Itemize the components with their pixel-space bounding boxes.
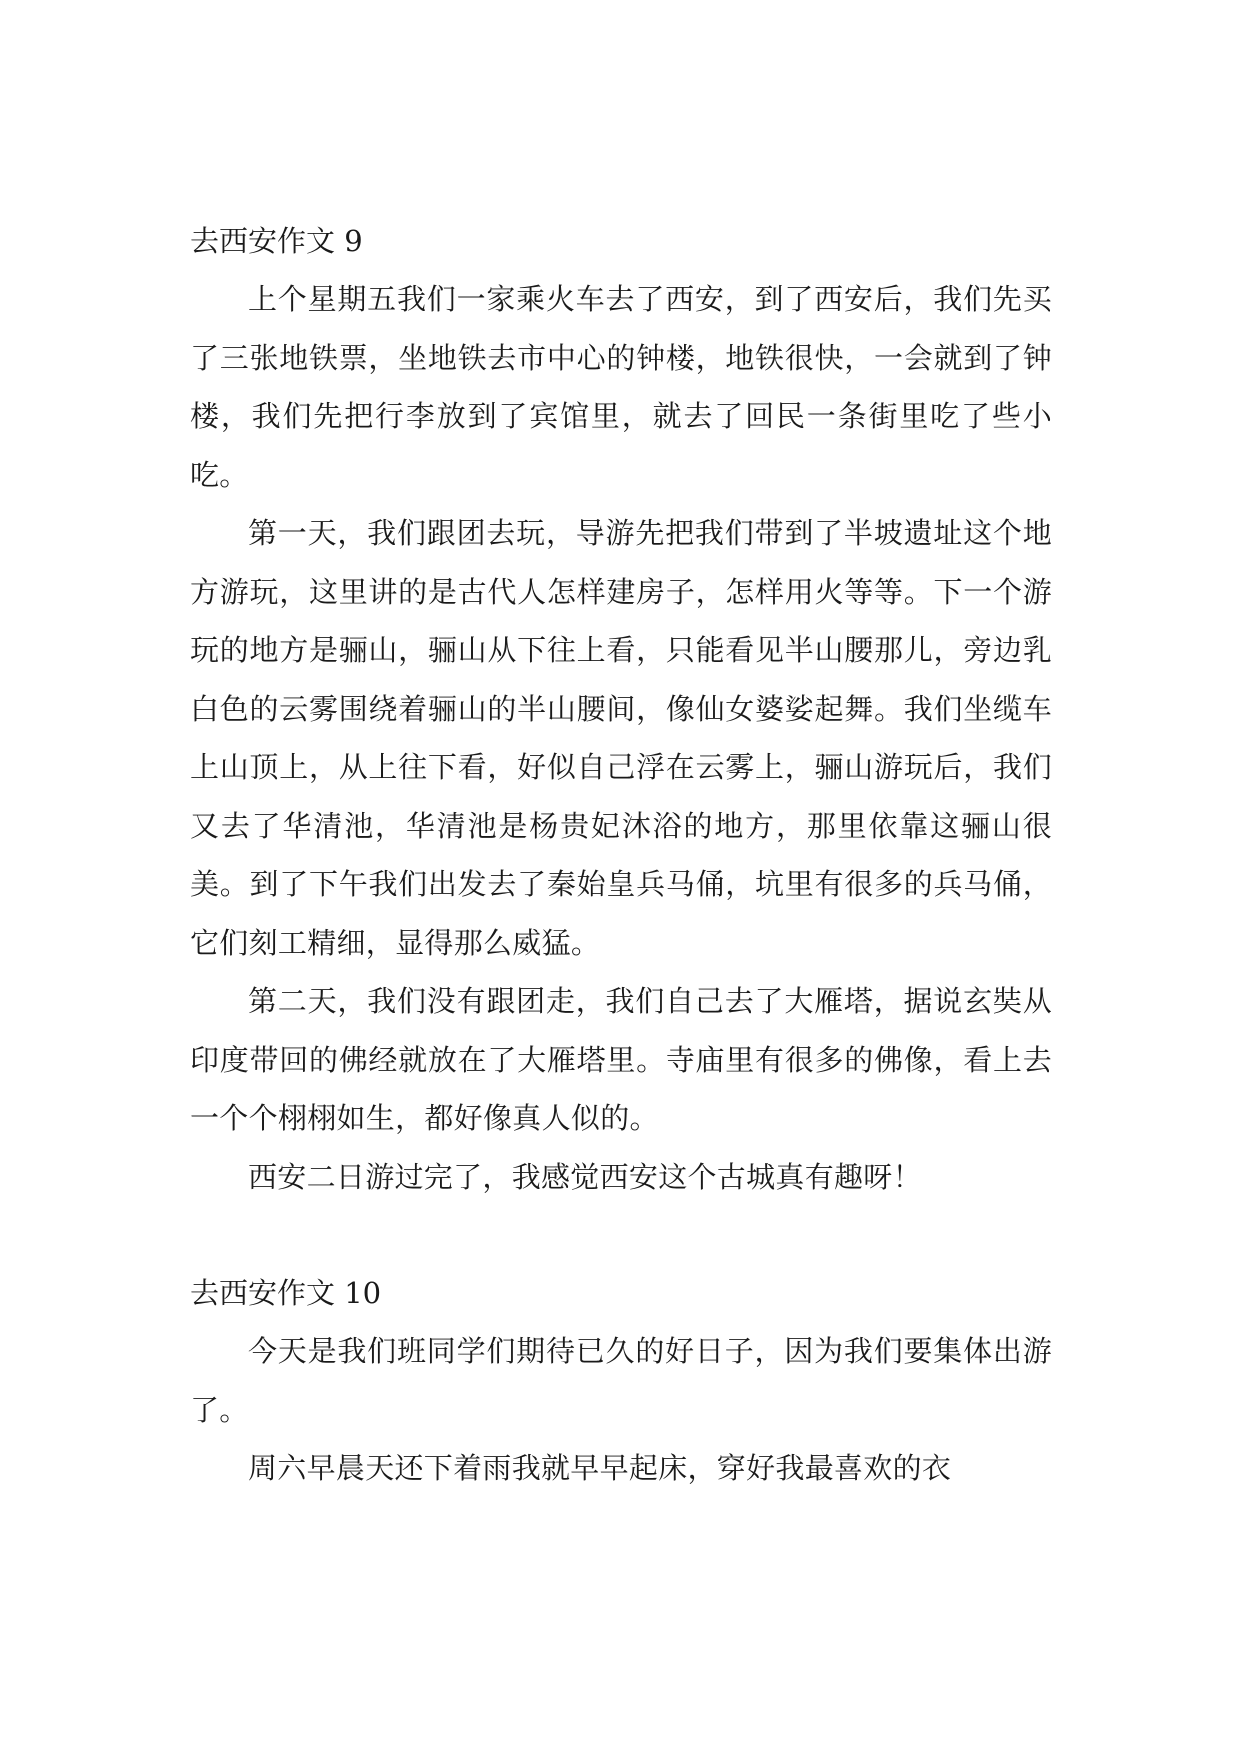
essay-9-paragraph-3: 第二天，我们没有跟团走，我们自己去了大雁塔，据说玄奘从印度带回的佛经就放在了大雁塔里。寺庙里有很多的佛像，看上去一个个栩栩如生，都好像真人似的。 (190, 984, 1052, 1135)
essay-10-paragraph-1: 今天是我们班同学们期待已久的好日子，因为我们要集体出游了。 (190, 1334, 1052, 1427)
essay-9-paragraph-2: 第一天，我们跟团去玩，导游先把我们带到了半坡遗址这个地方游玩，这里讲的是古代人怎样建房子，怎样用火等等。下一个游玩的地方是骊山，骊山从下往上看，只能看见半山腰那儿，旁边乳白色的云雾围绕着骊山的半山腰间，像仙女婆娑起舞。我们坐缆车上山顶上，从上往下看，好似自己浮在云雾上，骊山游玩后，我们又去了华清池，华清池是杨贵妃沐浴的地方，那里依靠这骊山很美。到了下午我们出发去了秦始皇兵马俑，坑里有很多的兵马俑，它们刻工精细，显得那么威猛。 (190, 516, 1052, 960)
document-page (190, 212, 1052, 1498)
essay-title-10: 去西安作文 10 (190, 1276, 382, 1310)
essay-10-paragraph-2: 周六早晨天还下着雨我就早早起床，穿好我最喜欢的衣 (248, 1451, 952, 1485)
section-spacer (190, 1206, 1052, 1264)
essay-title-9: 去西安作文 9 (190, 224, 363, 258)
essay-9-paragraph-1: 上个星期五我们一家乘火车去了西安，到了西安后，我们先买了三张地铁票，坐地铁去市中心的钟楼，地铁很快，一会就到了钟楼，我们先把行李放到了宾馆里，就去了回民一条街里吃了些小吃。 (190, 282, 1052, 492)
essay-9-paragraph-4: 西安二日游过完了，我感觉西安这个古城真有趣呀！ (248, 1159, 922, 1194)
